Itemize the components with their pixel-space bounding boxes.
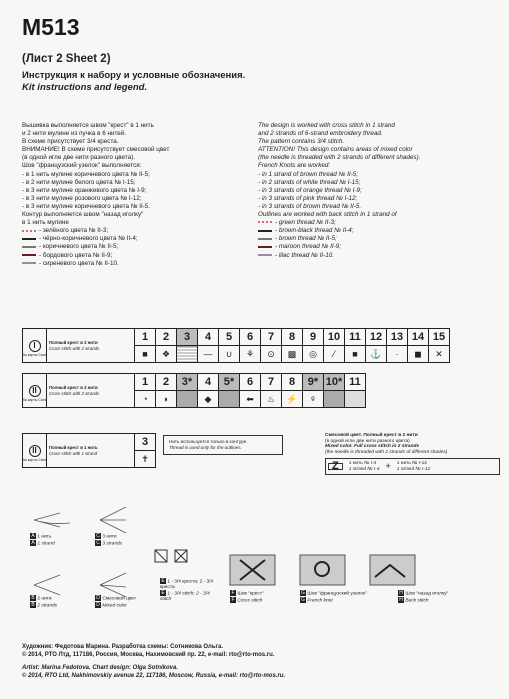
- card-1-sym: ❖: [156, 346, 177, 363]
- card-2-sym: [345, 391, 366, 408]
- en-line: - in 2 strands of white thread № I-15;: [258, 178, 361, 186]
- card-1-sym: ◎: [303, 346, 324, 363]
- title-ru: Инструкция к набору и условные обозначения.: [22, 70, 246, 81]
- en-line: French Knots are worked:: [258, 162, 331, 170]
- card-2-num: 1: [135, 374, 156, 391]
- en-line: The design is worked with cross stitch in 1 strand: [258, 122, 395, 129]
- card-1-num: 14: [408, 329, 429, 346]
- en-line: (the needle is threaded with 2 strands of different shades).: [258, 154, 421, 162]
- card-1-sym: ■: [345, 346, 366, 363]
- card-2-sym: [219, 391, 240, 408]
- card-2-num: 8: [282, 374, 303, 391]
- card-1-num: 13: [387, 329, 408, 346]
- ru-line: Контур выполняется швом "назад иголку": [22, 211, 144, 219]
- card-1-num: 11: [345, 329, 366, 346]
- card-2-num: 3*: [177, 374, 198, 391]
- card-1-roman: I № карты Card: [23, 329, 47, 363]
- ru-line: - сиреневого цвета № II-10.: [22, 260, 257, 268]
- card-2-label: Полный крест в 2 нити Cross stitch with 2 strands: [47, 374, 135, 408]
- en-line: ATTENTION! This design contains areas of mixed color: [258, 146, 413, 154]
- en-line: - in 3 strands of orange thread № I-9;: [258, 186, 362, 194]
- en-line: - lilac thread № II-10.: [258, 252, 498, 260]
- card-1-sym: [177, 346, 198, 363]
- instructions-en: [258, 122, 498, 260]
- en-line: The pattern contains 3/4 stitch.: [258, 138, 345, 146]
- card-2-num: 11: [345, 374, 366, 391]
- card-2-sym: [324, 391, 345, 408]
- legend-a: A 1 нить A 1 strand: [31, 533, 55, 547]
- footer-ru-1: Художник: Федотова Марина. Разработка схемы: Сотникова Ольга.: [22, 644, 224, 650]
- en-line: - green thread № II-3;: [258, 219, 498, 227]
- card-2-num: 5*: [219, 374, 240, 391]
- card-1-num: 12: [366, 329, 387, 346]
- en-line: - in 3 strands of brown thread № II-5.: [258, 202, 362, 210]
- ru-line: и 2 нити мулине из пучка в 6 нитей.: [22, 130, 127, 138]
- en-line: - in 3 strands of pink thread № I-12;: [258, 194, 358, 202]
- card-2-table: [22, 373, 366, 408]
- card-1-sym: ⚓: [366, 346, 387, 363]
- card-2-sym: ◆: [198, 391, 219, 408]
- ru-line: (в одной игле две нити разного цвета).: [22, 154, 135, 162]
- card-1-sym: ◼: [408, 346, 429, 363]
- card-1-num: 5: [219, 329, 240, 346]
- legend-c: C 3 нити C 3 strands: [96, 533, 123, 547]
- legend-g: G Шов "французский узелок" G French knot: [301, 590, 367, 604]
- card-2-num: 2: [156, 374, 177, 391]
- en-line: - in 1 strand of brown thread № II-5;: [258, 170, 358, 178]
- card-3-sym: ✝: [135, 451, 156, 468]
- ru-line: Шов "французский узелок" выполняется:: [22, 162, 142, 170]
- card-1-sym: ▩: [282, 346, 303, 363]
- legend-d: D Смесовой цвет D Mixed color: [96, 595, 137, 609]
- ru-line: - бордового цвета № II-9;: [22, 252, 257, 260]
- kit-code: M513: [22, 14, 80, 40]
- card-1-num: 7: [261, 329, 282, 346]
- legend-h: H Шов "назад иголку" H Back stitch: [399, 590, 449, 604]
- card-2-num: 6: [240, 374, 261, 391]
- ru-line: - зелёного цвета № II-3;: [22, 227, 257, 235]
- card-1-sym: ⊙: [261, 346, 282, 363]
- card-1-sym: ⚘: [240, 346, 261, 363]
- card-1-num: 2: [156, 329, 177, 346]
- card-3-roman: II № карты Card: [23, 434, 47, 468]
- sheet-label: (Лист 2 Sheet 2): [22, 53, 111, 65]
- card-2-sym: ◗: [156, 391, 177, 408]
- outline-note: Нить используется только в контуре. Thread is used only for the outlines.: [163, 435, 283, 455]
- en-line: and 2 strands of 6-strand embroidery thread.: [258, 130, 383, 138]
- card-1-sym: ∪: [219, 346, 240, 363]
- title-en: Kit instructions and legend.: [22, 82, 148, 93]
- card-2-roman: II № карты Card: [23, 374, 47, 408]
- card-1-sym: ■: [135, 346, 156, 363]
- mixed-formula: Z 1 нить № I-4 1 strand № I-4 + 1 нить № I-12 1 strand № I-12: [325, 458, 500, 475]
- card-1-sym: —: [198, 346, 219, 363]
- card-2-sym: ⬅: [240, 391, 261, 408]
- legend-b: B 2 нити B 2 strands: [31, 595, 58, 609]
- card-2-sym: [177, 391, 198, 408]
- ru-line: ВНИМАНИЕ! В схеме присутствует смесовой цвет: [22, 146, 170, 154]
- card-3-table: [22, 433, 156, 468]
- en-line: - brown thread № II-5;: [258, 235, 498, 243]
- ru-line: - в 3 нити мулине коричневого цвета № II-5.: [22, 202, 151, 210]
- card-2-sym: ◔: [135, 391, 156, 408]
- en-line: - brown-black thread № II-4;: [258, 227, 498, 235]
- card-1-sym: ·: [387, 346, 408, 363]
- card-2-sym: ♨: [261, 391, 282, 408]
- instructions-ru: [22, 122, 257, 268]
- card-1-table: [22, 328, 450, 363]
- footer-ru-2: © 2014, РТО Лтд, 117186, Россия, Москва, Нахимовский пр. 22, e-mail: rto@rto-mos.ru.: [22, 652, 275, 658]
- card-1-num: 6: [240, 329, 261, 346]
- card-2-num: 7: [261, 374, 282, 391]
- legend-f: F Шов "крест" F Cross stitch: [231, 590, 264, 604]
- ru-line: - коричневого цвета № II-5;: [22, 243, 257, 251]
- en-line: - maroon thread № II-9;: [258, 243, 498, 251]
- ru-line: - в 2 нити мулине белого цвета № I-15;: [22, 178, 136, 186]
- ru-line: - в 3 нити мулине розового цвета № I-12;: [22, 194, 142, 202]
- card-1-num: 8: [282, 329, 303, 346]
- card-1-num: 9: [303, 329, 324, 346]
- footer-en-2: © 2014, RTO Ltd, Nakhimovskiy avenue 22, 117186, Moscow, Russia, e-mail: rto@rto-mos.ru.: [22, 673, 286, 679]
- ru-line: - чёрно-коричневого цвета № II-4;: [22, 235, 257, 243]
- card-2-sym: ᵍ: [303, 391, 324, 408]
- ru-line: - в 1 нить мулине коричневого цвета № II-5;: [22, 170, 150, 178]
- card-1-num: 1: [135, 329, 156, 346]
- card-2-num: 9*: [303, 374, 324, 391]
- ru-line: В схеме присутствует 3/4 креста.: [22, 138, 119, 146]
- card-2-num: 10*: [324, 374, 345, 391]
- card-1-num: 10: [324, 329, 345, 346]
- card-2-num: 4: [198, 374, 219, 391]
- en-line: Outlines are worked with back stitch in 1 strand of: [258, 211, 397, 219]
- card-2-sym: ⚡: [282, 391, 303, 408]
- card-1-num: 3: [177, 329, 198, 346]
- card-1-sym: ⁄: [324, 346, 345, 363]
- ru-line: в 1 нить мулине: [22, 219, 69, 227]
- ru-line: Вышивка выполняется швом "крест" в 1 нить: [22, 122, 154, 129]
- card-3-num: 3: [135, 434, 156, 451]
- card-1-num: 4: [198, 329, 219, 346]
- legend-e: E 1 - 3/4 креста; 2 - 3/4 креста E 1 - 3/4 stitch; 2 - 3/4 stitch: [160, 578, 214, 603]
- card-1-label: Полный крест в 2 нити Cross stitch with 2 strands: [47, 329, 135, 363]
- footer-en-1: Artist: Marina Fedotova. Chart design: Olga Sotnikova.: [22, 665, 179, 671]
- card-1-sym: ✕: [429, 346, 450, 363]
- ru-line: - в 3 нити мулине оранжевого цвета № I-9;: [22, 186, 147, 194]
- mixed-color-box: Смесовой цвет. Полный крест в 2 нити (в одной игле две нити разного цвета) Mixed color. Full cross stitch in 2 strands (the needle is threaded with 2 strands of different shades) Z 1 нить № I-4 1 strand № I-4 + 1 нить № I-12 1 strand № I-12: [325, 433, 500, 475]
- card-3-label: Полный крест в 1 нить Cross stitch with 1 strand: [47, 434, 135, 468]
- card-1-num: 15: [429, 329, 450, 346]
